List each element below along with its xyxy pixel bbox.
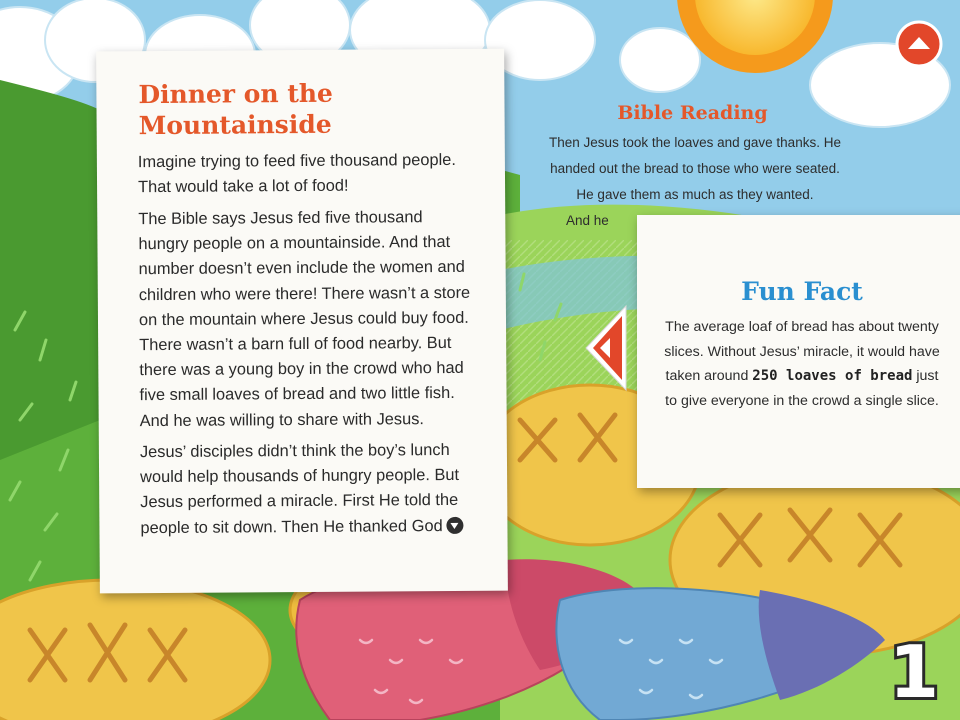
story-paragraph: Imagine trying to feed five thousand people. That would take a lot of food! bbox=[137, 150, 456, 197]
fun-fact-text-after: just to give everyone in the crowd a single slice. bbox=[665, 368, 939, 409]
fun-fact-title: Fun Fact bbox=[741, 277, 863, 306]
fun-fact-highlight: 250 loaves of bread bbox=[752, 368, 913, 384]
story-card bbox=[96, 49, 508, 594]
back-arrow-button[interactable] bbox=[582, 302, 632, 394]
story-paragraph-text: Jesus’ disciples didn’t think the boy’s lunch would help thousands of hungry people. But Jesus performed a miracle. First He told the people to sit down. Then He thanked God bbox=[139, 440, 460, 537]
up-arrow-icon bbox=[895, 20, 943, 68]
story-paragraph: The Bible says Jesus fed five thousand hungry people on a mountainside. And that number doesn’t even include the women and children who were there! There wasn’t a store on the mountain where Jesus could buy food. There wasn’t a barn full of food nearby. But there was a young boy in the crowd who had five small loaves of bread and two little fish. And he was willing to share with Jesus. bbox=[138, 208, 471, 430]
bible-reading-line: And he bbox=[566, 213, 609, 228]
story-title: Dinner on the Mountainside bbox=[138, 78, 334, 141]
page-number: 1 bbox=[888, 630, 940, 714]
fun-fact-text-before: The average loaf of bread has about twenty slices. Without Jesus’ miracle, it would have taken around bbox=[664, 319, 940, 384]
story-paragraph-last bbox=[140, 438, 476, 541]
green-hill-left-shadow bbox=[0, 80, 100, 460]
scroll-up-button[interactable] bbox=[895, 20, 943, 68]
bible-reading-title: Bible Reading bbox=[617, 102, 768, 124]
bible-reading-line: Then Jesus took the loaves and gave thanks. He bbox=[549, 135, 841, 150]
bible-reading-line: handed out the bread to those who were seated. bbox=[550, 161, 840, 176]
bible-reading-line: He gave them as much as they wanted. bbox=[576, 187, 814, 202]
fun-fact-card bbox=[637, 215, 960, 488]
chevron-down-circle-icon[interactable] bbox=[447, 516, 464, 533]
fun-fact-text bbox=[661, 315, 943, 413]
back-arrow-icon bbox=[582, 302, 632, 394]
